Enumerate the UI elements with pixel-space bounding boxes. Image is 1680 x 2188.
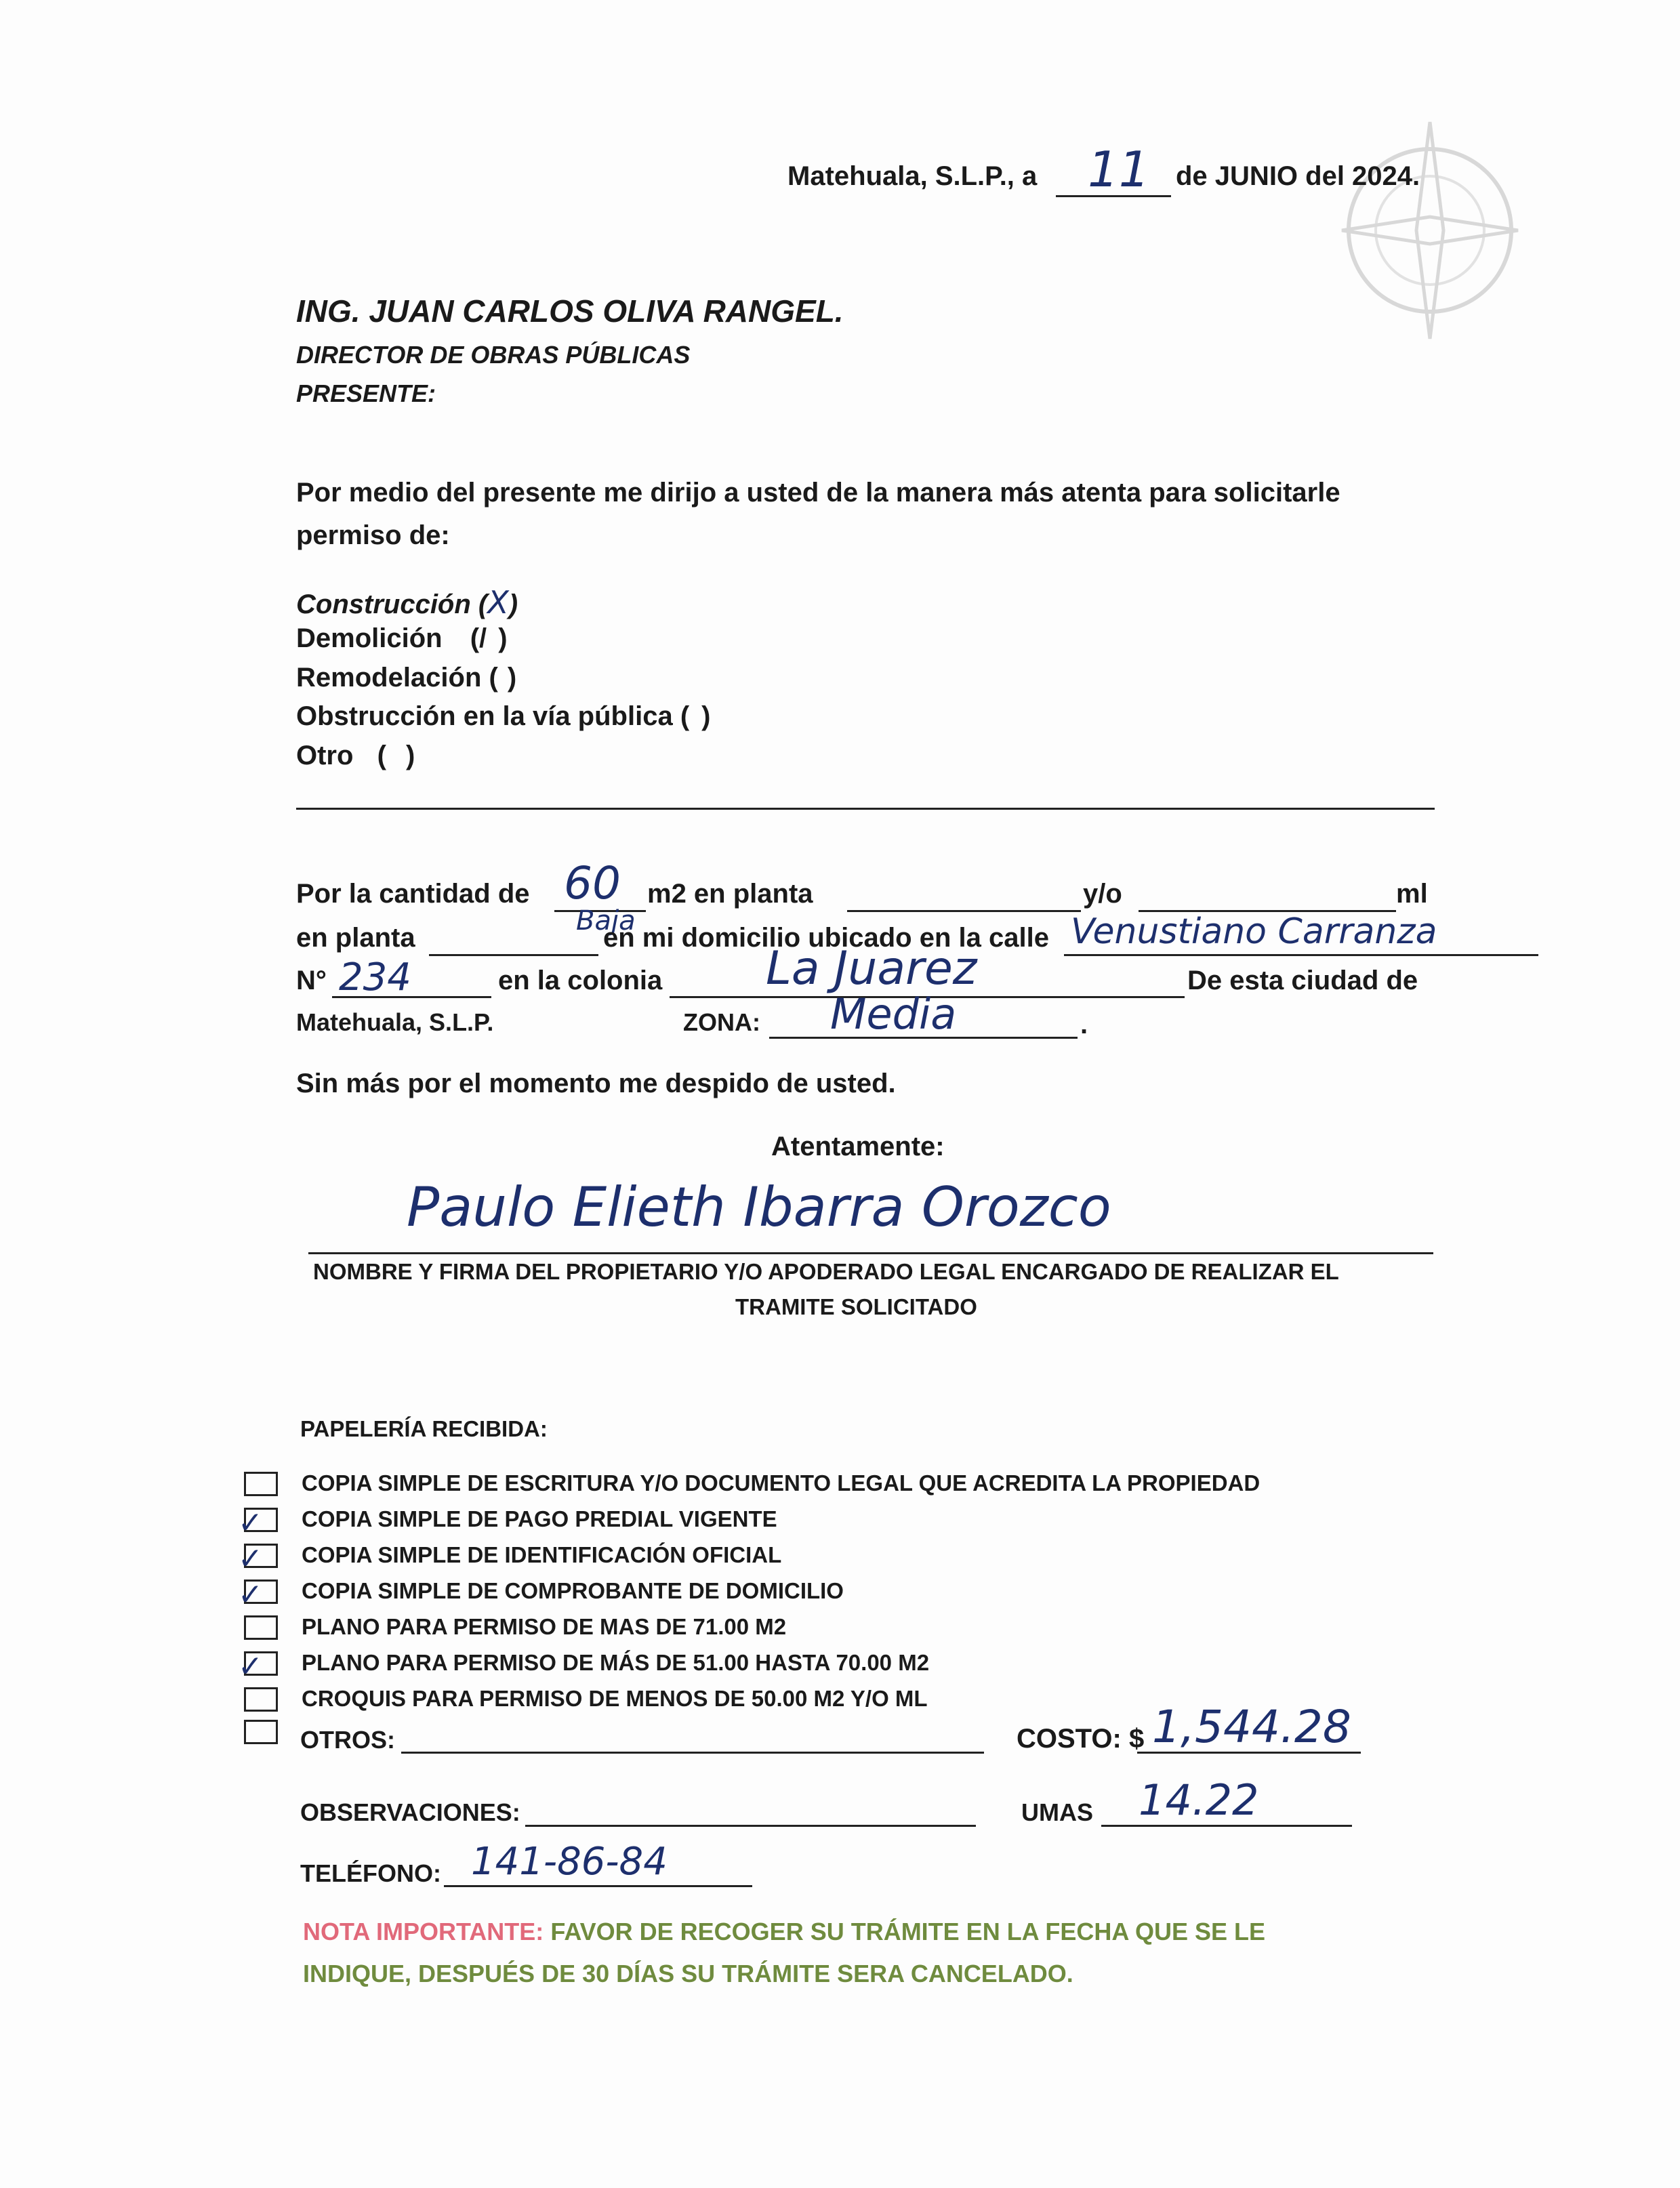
colonia-value: La Juarez [766, 942, 977, 995]
papeleria-item-label: COPIA SIMPLE DE PAGO PREDIAL VIGENTE [302, 1506, 777, 1531]
cantidad-label: Por la cantidad de [296, 879, 530, 909]
papeleria-title: PAPELERÍA RECIBIDA: [300, 1416, 548, 1441]
recipient-presente: PRESENTE: [296, 379, 436, 407]
ml-label: ml [1396, 879, 1428, 909]
recipient-title: DIRECTOR DE OBRAS PÚBLICAS [296, 341, 691, 369]
permit-obstruccion-close: ) [701, 701, 711, 731]
umas-line [1101, 1825, 1352, 1827]
compass-watermark [1328, 95, 1532, 352]
papeleria-item-label: COPIA SIMPLE DE ESCRITURA Y/O DOCUMENTO LEGAL QUE ACREDITA LA PROPIEDAD [302, 1470, 1261, 1495]
signature-line [308, 1252, 1433, 1254]
permit-demolicion [296, 623, 508, 654]
nota-label: NOTA IMPORTANTE: [303, 1918, 544, 1945]
telefono-label: TELÉFONO: [300, 1859, 441, 1887]
papeleria-item-label: COPIA SIMPLE DE COMPROBANTE DE DOMICILIO [302, 1578, 844, 1603]
numero-label: N° [296, 966, 327, 995]
zona-period: . [1080, 1010, 1088, 1039]
otro-line [296, 808, 1435, 810]
date-prefix: Matehuala, S.L.P., a [787, 161, 1038, 191]
colonia-label: en la colonia [498, 966, 663, 995]
permit-remodelacion-label: Remodelación ( [296, 663, 498, 693]
date-suffix: de JUNIO del 2024. [1176, 161, 1420, 191]
permit-remodelacion-close: ) [507, 663, 517, 693]
zona-label: ZONA: [683, 1008, 760, 1036]
permit-obstruccion-label: Obstrucción en la vía pública ( [296, 701, 690, 731]
nota-text-2: INDIQUE, DESPUÉS DE 30 DÍAS SU TRÁMITE SERA CANCELADO. [303, 1960, 1073, 1987]
despedida: Sin más por el momento me despido de usted. [296, 1069, 896, 1098]
papeleria-item-label: CROQUIS PARA PERMISO DE MENOS DE 50.00 M2 Y/O ML [302, 1686, 928, 1711]
planta-line [429, 954, 598, 956]
check-mark-icon: ✓ [238, 1506, 263, 1540]
observaciones-line [525, 1825, 976, 1827]
cantidad-value: 60 [564, 857, 621, 909]
otros-checkbox[interactable] [244, 1720, 278, 1744]
permit-otro [296, 741, 415, 771]
papeleria-checkbox[interactable] [238, 1506, 278, 1540]
permit-obstruccion [296, 701, 710, 732]
calle-line [1064, 954, 1538, 956]
permit-construccion-label: Construcción ( [296, 590, 488, 619]
umas-label: UMAS [1021, 1798, 1093, 1826]
date-day-value: 11 [1088, 141, 1150, 198]
domicilio-label: en mi domicilio ubicado en la calle [603, 923, 1049, 953]
permit-demolicion-mark: (/ [470, 623, 487, 653]
papeleria-checkbox[interactable] [244, 1472, 278, 1496]
papeleria-item-label: COPIA SIMPLE DE IDENTIFICACIÓN OFICIAL [302, 1542, 782, 1567]
en-planta-label: en planta [296, 923, 415, 953]
permit-demolicion-label: Demolición [296, 623, 443, 653]
permit-demolicion-close: ) [498, 623, 508, 653]
atentamente: Atentamente: [771, 1132, 945, 1161]
yo-label: y/o [1083, 879, 1122, 909]
permit-remodelacion [296, 663, 516, 693]
m2-label: m2 en planta [647, 879, 813, 909]
permit-construccion-close: ) [508, 590, 518, 619]
permit-otro-close: ) [406, 741, 415, 770]
permit-construccion [296, 584, 518, 621]
costo-value: 1,544.28 [1152, 1701, 1351, 1753]
numero-value: 234 [339, 955, 411, 999]
ciudad-value: Matehuala, S.L.P. [296, 1008, 494, 1036]
umas-value: 14.22 [1139, 1775, 1259, 1825]
calle-value: Venustiano Carranza [1071, 911, 1437, 952]
papeleria-checkbox[interactable] [244, 1687, 278, 1712]
check-mark-icon: ✓ [238, 1577, 263, 1612]
m2-planta-line [847, 910, 1081, 912]
permit-otro-mark: ( [377, 741, 386, 770]
papeleria-item-label: PLANO PARA PERMISO DE MÁS DE 51.00 HASTA 70.00 M2 [302, 1650, 930, 1675]
otros-label: OTROS: [300, 1726, 395, 1754]
telefono-line [444, 1885, 752, 1887]
planta-value: Baja [576, 905, 636, 936]
papeleria-checkbox[interactable] [238, 1649, 278, 1684]
signature-caption-2: TRAMITE SOLICITADO [735, 1294, 977, 1319]
telefono-value: 141-86-84 [471, 1840, 668, 1884]
ciudad-label: De esta ciudad de [1187, 966, 1418, 995]
recipient-name: ING. JUAN CARLOS OLIVA RANGEL. [296, 293, 844, 329]
costo-label: COSTO: $ [1017, 1724, 1145, 1754]
papeleria-checkbox[interactable] [238, 1577, 278, 1612]
signer-name-handwritten: Paulo Elieth Ibarra Orozco [407, 1176, 1111, 1239]
papeleria-item-label: PLANO PARA PERMISO DE MAS DE 71.00 M2 [302, 1614, 787, 1639]
check-mark-icon: ✓ [238, 1649, 263, 1684]
signature-caption-1: NOMBRE Y FIRMA DEL PROPIETARIO Y/O APODERADO LEGAL ENCARGADO DE REALIZAR EL [313, 1259, 1339, 1284]
papeleria-checkbox[interactable] [238, 1542, 278, 1576]
permit-otro-label: Otro [296, 741, 354, 770]
permit-construccion-mark: X [487, 584, 509, 621]
otros-line [401, 1752, 984, 1754]
intro-line-1: Por medio del presente me dirijo a usted de la manera más atenta para solicitarle [296, 478, 1340, 508]
zona-value: Media [830, 989, 957, 1039]
intro-line-2: permiso de: [296, 520, 450, 550]
observaciones-label: OBSERVACIONES: [300, 1798, 520, 1826]
check-mark-icon: ✓ [238, 1542, 263, 1576]
papeleria-checkbox[interactable] [244, 1615, 278, 1640]
nota-line-1 [303, 1918, 1265, 1946]
nota-text-1: FAVOR DE RECOGER SU TRÁMITE EN LA FECHA QUE SE LE [550, 1918, 1266, 1945]
